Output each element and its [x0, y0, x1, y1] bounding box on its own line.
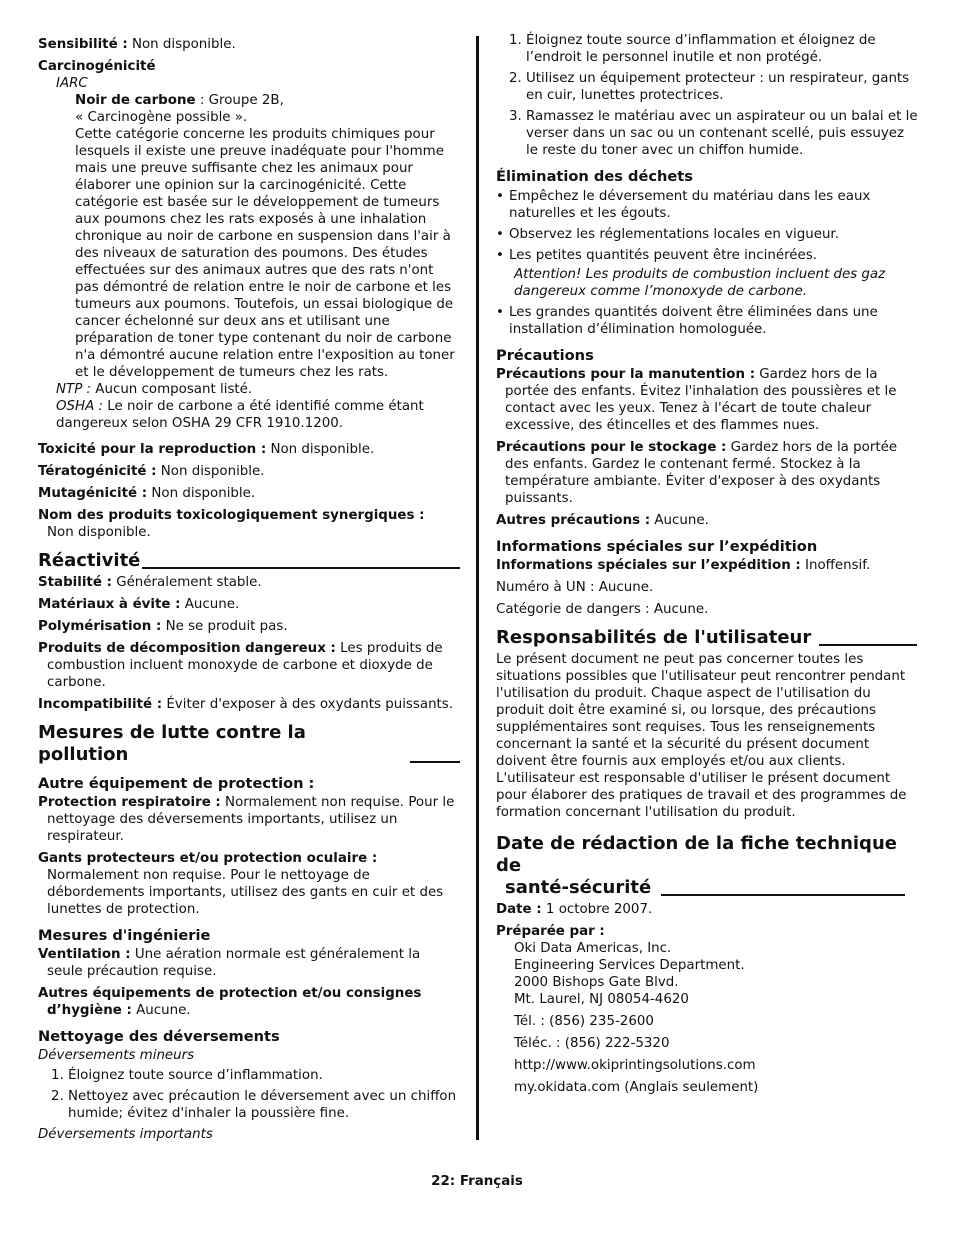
preparee-par-label: Préparée par :: [496, 924, 605, 939]
expedition-heading: Informations spéciales sur l’expédition: [496, 538, 818, 555]
list-item: • Les grandes quantités doivent être éliminées dans une installation d’élimination homologuée.: [496, 304, 918, 338]
osha-line: OSHA : Le noir de carbone a été identifié comme étant dangereux selon OSHA 29 CFR 1910.1200.: [56, 399, 424, 431]
heading-rule: [142, 567, 460, 569]
mineurs-steps-list: [38, 1067, 460, 1122]
heading-rule: [819, 644, 917, 646]
ingenierie-heading: Mesures d'ingénierie: [38, 927, 211, 944]
reactivite-heading: Réactivité: [38, 550, 460, 572]
deversements-importants-label: Déversements importants: [38, 1127, 213, 1142]
deversements-mineurs-label: Déversements mineurs: [38, 1048, 195, 1063]
my-okidata-link[interactable]: my.okidata.com (Anglais seulement): [514, 1080, 759, 1095]
stabilite-line: Stabilité : Généralement stable.: [38, 575, 262, 590]
protection-respiratoire-line: Protection respiratoire : Normalement non requise. Pour le nettoyage des déversements importants, utilisez un respirateur.: [38, 795, 455, 844]
heading-rule: [661, 894, 905, 896]
noir-de-carbone-line: Noir de carbone : Groupe 2B,: [75, 93, 284, 108]
preparer-address: Oki Data Americas, Inc. Engineering Services Department. 2000 Bishops Gate Blvd. Mt. Laurel, NJ 08054-4620 Tél. : (856) 235-2600 Téléc. : (856) 222-5320 http://www.okiprintingsolutions.com my.okidata.com (Anglais seulement): [496, 940, 918, 1096]
list-item: • Observez les réglementations locales en vigueur.: [496, 226, 918, 243]
date-line: Date : 1 octobre 2007.: [496, 902, 653, 917]
ventilation-line: Ventilation : Une aération normale est généralement la seule précaution requise.: [38, 947, 421, 979]
numero-un-line: Numéro à UN : Aucune.: [496, 580, 654, 595]
responsabilites-heading: Responsabilités de l'utilisateur: [496, 627, 918, 649]
list-item: 2. Nettoyez avec précaution le déversement avec un chiffon humide; évitez d'inhaler la poussière fine.: [68, 1088, 460, 1122]
toxicite-line: Toxicité pour la reproduction : Non disponible.: [38, 442, 375, 457]
autres-equipements-line: Autres équipements de protection et/ou consignes d’hygiène : Aucune.: [38, 986, 422, 1018]
teratogenicite-line: Tératogénicité : Non disponible.: [38, 464, 265, 479]
date-redaction-heading: Date de rédaction de la fiche technique de santé-sécurité: [496, 833, 918, 899]
heading-rule: [410, 761, 460, 763]
expedition-info-line: Informations spéciales sur l’expédition : Inoffensif.: [496, 558, 871, 573]
gants-protecteurs-line: Gants protecteurs et/ou protection oculaire : Normalement non requise. Pour le nettoyage de débordements importants, utilisez des gants en cuir et des lunettes de protection.: [38, 851, 444, 917]
categorie-line: Catégorie de dangers : Aucune.: [496, 602, 709, 617]
ntp-line: NTP : Aucun composant listé.: [56, 382, 253, 397]
carcinogenicite-title: Carcinogénicité: [38, 59, 156, 74]
autres-precautions-line: Autres précautions : Aucune.: [496, 513, 709, 528]
telephone: Tél. : (856) 235-2600: [514, 1014, 654, 1029]
list-item: 1. Éloignez toute source d’inflammation.: [68, 1067, 460, 1084]
list-item: • Empêchez le déversement du matériau dans les eaux naturelles et les égouts.: [496, 188, 918, 222]
pollution-heading: Mesures de lutte contre la pollution: [38, 722, 460, 766]
nettoyage-heading: Nettoyage des déversements: [38, 1028, 280, 1045]
elimination-list-last: [496, 304, 918, 338]
decomposition-line: Produits de décomposition dangereux : Les produits de combustion incluent monoxyde de carbone et dioxyde de carbone.: [38, 641, 443, 690]
noir-de-carbone-line2: « Carcinogène possible ».: [75, 110, 248, 125]
list-item: 1. Éloignez toute source d’inflammation et éloignez de l’endroit le personnel inutile et non protégé.: [526, 32, 918, 66]
materiaux-line: Matériaux à évite : Aucune.: [38, 597, 240, 612]
column-divider: [476, 36, 479, 1140]
right-column: [496, 32, 918, 1096]
elimination-list: [496, 188, 918, 264]
responsabilites-text: Le présent document ne peut pas concerner toutes les situations possibles que l'utilisateur peut rencontrer pendant l'utilisation du produit. Chaque aspect de l'utilisation du produit doit être examiné si, ou lorsque, des précautions supplémentaires sont requises. Tous les renseignements concernant la santé et la sécurité du présent document doivent être fournis aux employés et/ou aux clients. L'utilisateur est responsable d'utiliser le présent document pour élaborer des pratiques de travail et des programmes de formation concernant l'utilisation du produit.: [496, 652, 907, 820]
synergiques-line: Nom des produits toxicologiquement synergiques : Non disponible.: [38, 508, 425, 540]
fax: Téléc. : (856) 222-5320: [514, 1036, 670, 1051]
elimination-heading: Élimination des déchets: [496, 168, 693, 185]
iarc-label: IARC: [56, 76, 88, 91]
noir-de-carbone-description: Cette catégorie concerne les produits chimiques pour lesquels il existe une preuve inadéquate pour l'homme mais une preuve suffisante chez les animaux pour élaborer une opinion sur la carcinogénicité. Cette catégorie est basée sur le développement de tumeurs aux poumons chez les rats exposés à une inhalation chronique au noir de carbone en suspension dans l'air à des niveaux de saturation des poumons. Des études effectuées sur des animaux autres que des rats n'ont pas démontré de relation entre le noir de carbone et les tumeurs aux poumons. Toutefois, un essai biologique de cancer échelonné sur deux ans et utilisant une préparation de toner type contenant du noir de carbone n'a démontré aucune relation entre l'exposition au toner et le développement de tumeurs chez les rats.: [75, 127, 455, 380]
list-item: 3. Ramassez le matériau avec un aspirateur ou un balai et le verser dans un sac ou un contenant scellé, puis essuyez le reste du toner avec un chiffon humide.: [526, 108, 918, 159]
precautions-heading: Précautions: [496, 347, 594, 364]
polymerisation-line: Polymérisation : Ne se produit pas.: [38, 619, 288, 634]
website-link[interactable]: http://www.okiprintingsolutions.com: [514, 1058, 756, 1073]
autre-equipement-heading: Autre équipement de protection :: [38, 775, 315, 792]
mutagenicite-line: Mutagénicité : Non disponible.: [38, 486, 256, 501]
manutention-line: Précautions pour la manutention : Gardez hors de la portée des enfants. Évitez l'inhalation des poussières et le contact avec les yeux. Tenez à l'écart de toute chaleur excessive, des étincelles et des flammes nues.: [496, 367, 897, 433]
importants-steps-list: [496, 32, 918, 159]
sensibilite-line: Sensibilité : Non disponible.: [38, 37, 236, 52]
incompatibilite-line: Incompatibilité : Éviter d'exposer à des oxydants puissants.: [38, 697, 454, 712]
stockage-line: Précautions pour le stockage : Gardez hors de la portée des enfants. Gardez le contenant fermé. Stockez à la température ambiante. Éviter d'exposer à des oxydants puissants.: [496, 440, 898, 506]
list-item: 2. Utilisez un équipement protecteur : un respirateur, gants en cuir, lunettes protectrices.: [526, 70, 918, 104]
left-column: [38, 32, 460, 1143]
page-footer: 22: Français: [431, 1174, 523, 1189]
list-item: • Les petites quantités peuvent être incinérées.: [496, 247, 918, 264]
attention-note: Attention! Les produits de combustion incluent des gaz dangereux comme l’monoxyde de carbone.: [514, 267, 886, 299]
